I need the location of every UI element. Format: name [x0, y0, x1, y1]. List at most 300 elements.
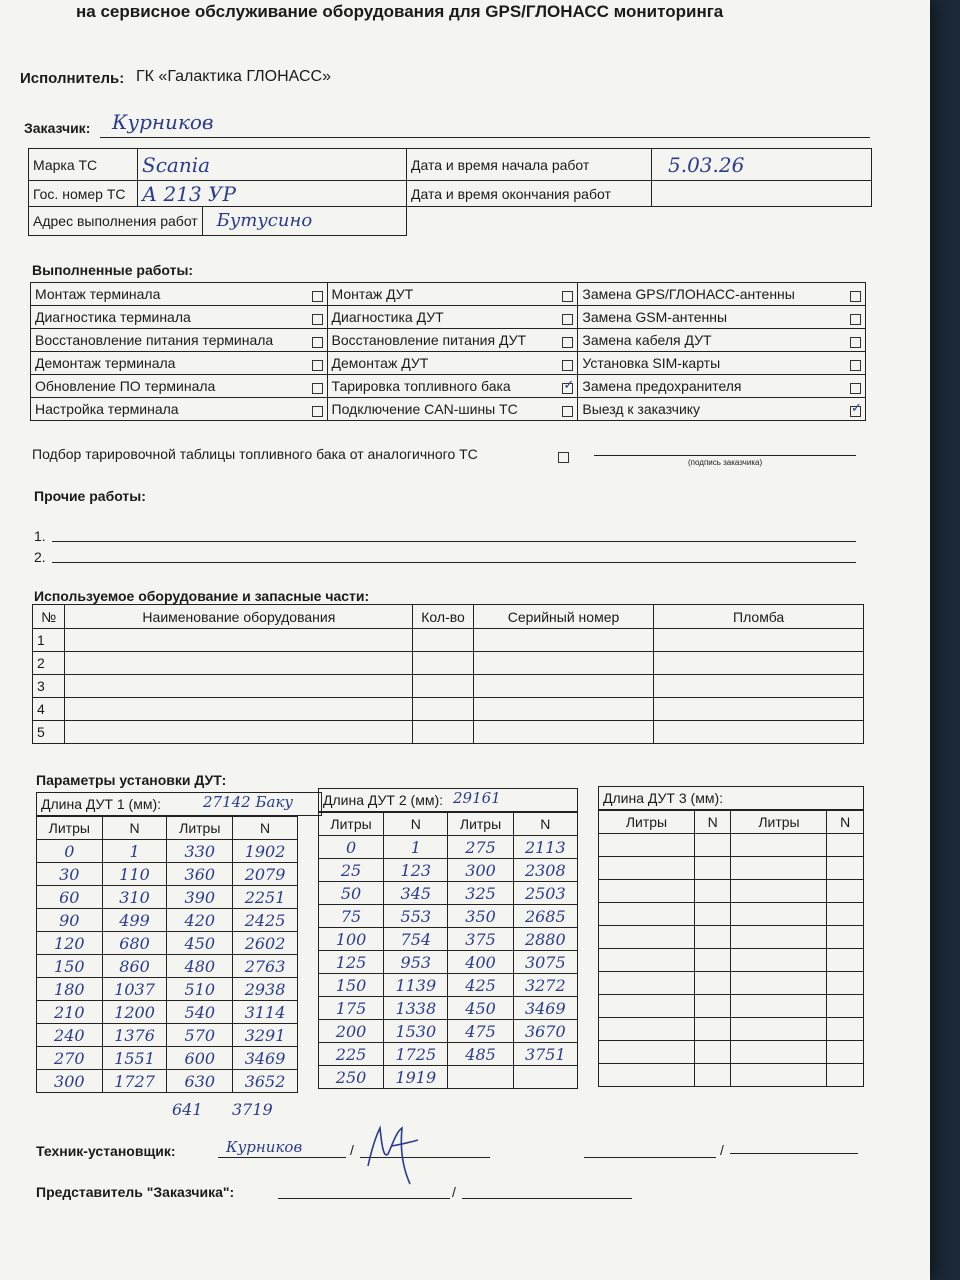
dut-cell[interactable]: 2113 [513, 836, 577, 859]
dut-row [599, 857, 864, 880]
dut-row [37, 1047, 298, 1070]
dut-row [37, 886, 298, 909]
dut-cell[interactable]: 100 [319, 928, 384, 951]
dut-cell[interactable]: 425 [448, 974, 513, 997]
equipment-cell[interactable] [654, 675, 864, 698]
dut-header: N [827, 811, 864, 834]
signature-caption: (подпись заказчика) [688, 458, 763, 467]
dut-cell[interactable] [731, 1041, 827, 1064]
dut-cell[interactable] [827, 834, 864, 857]
work-item-label: Установка SIM-карты [582, 355, 721, 371]
other-row-2-label: 2. [34, 549, 46, 565]
dut-row [37, 978, 298, 1001]
dut-cell[interactable] [827, 857, 864, 880]
vehicle-info-table [28, 148, 872, 236]
dut-cell[interactable] [694, 1041, 731, 1064]
dut-cell[interactable]: 1376 [102, 1024, 167, 1047]
dut-cell[interactable]: 1530 [384, 1020, 448, 1043]
dut-cell[interactable] [599, 1018, 695, 1041]
dut-cell[interactable]: 90 [37, 909, 103, 932]
work-item-checkbox[interactable] [562, 360, 573, 371]
work-item [327, 352, 578, 375]
equipment-cell[interactable] [413, 675, 473, 698]
dut-cell[interactable] [731, 926, 827, 949]
dut-cell[interactable]: 50 [319, 882, 384, 905]
work-item-checkbox[interactable] [850, 291, 861, 302]
works-title: Выполненные работы: [32, 262, 194, 278]
dut-cell[interactable]: 2503 [513, 882, 577, 905]
equipment-row-number: 4 [33, 698, 65, 721]
dut-cell[interactable] [827, 903, 864, 926]
dut-cell[interactable]: 475 [448, 1020, 513, 1043]
dut-cell[interactable] [827, 1064, 864, 1087]
dut-cell[interactable]: 860 [102, 955, 167, 978]
equipment-cell[interactable] [654, 629, 864, 652]
dut-cell[interactable]: 1 [102, 840, 167, 863]
brand-label: Марка ТС [29, 149, 138, 181]
customer-line [100, 137, 870, 138]
work-item-checkbox[interactable] [312, 383, 323, 394]
dut-cell[interactable] [731, 972, 827, 995]
work-item [31, 306, 328, 329]
work-item-label: Настройка терминала [35, 401, 179, 417]
work-item [327, 283, 578, 306]
work-item-label: Восстановление питания ДУТ [331, 332, 527, 348]
dut-cell[interactable] [694, 1064, 731, 1087]
equipment-cell[interactable] [473, 629, 653, 652]
work-item-checkbox[interactable] [312, 360, 323, 371]
equipment-row [33, 629, 864, 652]
start-value: 5.03.26 [652, 149, 872, 181]
equipment-cell[interactable] [473, 675, 653, 698]
dut-cell[interactable]: 2425 [233, 909, 298, 932]
dut-cell[interactable] [694, 1018, 731, 1041]
dut-cell[interactable]: 3291 [233, 1024, 298, 1047]
dut-cell[interactable]: 0 [319, 836, 384, 859]
dut-cell[interactable]: 125 [319, 951, 384, 974]
work-item-checkbox[interactable] [850, 406, 861, 417]
dut-cell[interactable]: 2880 [513, 928, 577, 951]
customer-label: Заказчик: [24, 120, 91, 136]
dut-cell[interactable] [827, 880, 864, 903]
dut-cell[interactable]: 2251 [233, 886, 298, 909]
dut-cell[interactable]: 1919 [384, 1066, 448, 1089]
dut-cell[interactable]: 300 [448, 859, 513, 882]
work-item [327, 398, 578, 421]
dut-cell[interactable] [599, 1064, 695, 1087]
dut-cell[interactable] [599, 1041, 695, 1064]
dut-cell[interactable]: 3075 [513, 951, 577, 974]
dut-cell[interactable] [694, 972, 731, 995]
dut-cell[interactable]: 240 [37, 1024, 103, 1047]
dut-cell[interactable]: 345 [384, 882, 448, 905]
work-item [578, 398, 866, 421]
dut-cell[interactable] [448, 1066, 513, 1089]
work-item-label: Тарировка топливного бака [331, 378, 511, 394]
dut3-table [598, 810, 864, 1087]
dut-cell[interactable]: 953 [384, 951, 448, 974]
equipment-cell[interactable] [473, 652, 653, 675]
dut-row [599, 1041, 864, 1064]
dut-cell[interactable]: 480 [167, 955, 233, 978]
dut-row [319, 951, 578, 974]
dut-row [37, 955, 298, 978]
dut-cell[interactable] [694, 857, 731, 880]
work-item-checkbox[interactable] [850, 337, 861, 348]
dut-cell[interactable] [731, 1064, 827, 1087]
dut-cell[interactable]: 1139 [384, 974, 448, 997]
dut-cell[interactable] [731, 1018, 827, 1041]
dut-cell[interactable]: 1 [384, 836, 448, 859]
equipment-table [32, 604, 864, 744]
dut-header: Литры [731, 811, 827, 834]
dut-cell[interactable]: 600 [167, 1047, 233, 1070]
brand-value: Scania [138, 149, 407, 181]
dut-cell[interactable]: 1725 [384, 1043, 448, 1066]
dut-row [599, 972, 864, 995]
tariff-label: Подбор тарировочной таблицы топливного бака от аналогичного ТС [32, 446, 478, 462]
dut-cell[interactable]: 450 [448, 997, 513, 1020]
equipment-cell[interactable] [473, 698, 653, 721]
dut-header: Литры [167, 817, 233, 840]
work-item-checkbox[interactable] [850, 360, 861, 371]
equipment-cell[interactable] [413, 698, 473, 721]
dut-cell[interactable]: 3652 [233, 1070, 298, 1093]
other-works-title: Прочие работы: [34, 488, 146, 504]
dut-cell[interactable]: 450 [167, 932, 233, 955]
equipment-title: Используемое оборудование и запасные части: [34, 588, 370, 604]
dut-header: Литры [448, 813, 513, 836]
work-order-sheet: на сервисное обслуживание оборудования для GPS/ГЛОНАСС мониторинга Исполнитель: ГК «Галактика ГЛОНАСС» Заказчик: Курников Марка ТС Scania Дата и время начала работ 5.03.26 Гос. номер ТС А 213 УР Дата и время окончания работ Адрес выполнения работ Бутусино Выполненные работы: Монтаж терминала Монтаж ДУТ Замена GPS/ГЛОНАСС-антенны Диагностика терминала Диагностика ДУТ Замена GSM-антенны Восстановление питания терминала Восстановление питания ДУТ Замена кабеля ДУТ Демонтаж терминала Демонтаж ДУТ Установка SIM-карты Обновление ПО терминала Тарировка топливного бака ✓ Замена предохранителя Настройка терминала Подключение CAN-шины ТС Выезд к заказчику ✓ Подбор тарировочной таблицы топливного бака от аналогичного ТС (подпись заказчика) Прочие работы: 1. 2. Используемое оборудование и запасные части: № Наименование оборудования Кол-во Серийный номер Пломба 1 2 3 4 5 Параметры установки ДУТ: Длина ДУТ 1 (мм): 27142 Баку Литры N Литры N 0 1 330 1902 30 110 360 2079 60 310 390 2251 90 499 420 2425 120 680 450 2602 150 860 480 2763 180 1037 510 2938 210 1200 540 3114 240 1376 570 3291 270 1551 600 3469 300 1727 630 3652 641 3719 Длина ДУТ 2 (мм): 29161 Литры N Литры N 0 1 275 2113 25 123 300 2308 50 345 325 2503 75 553 350 2685 100 754 375 2880 125 953 400 3075 150 1139 425 3272 175 1338 450 3469 200 1530 475 3670 225 1725 485 3751 250 1919 Длина ДУТ 3 (мм): Литры N Литры N Техник-установщик: Курников / / Представитель "Заказчика": / [0, 0, 930, 1280]
dut-row [319, 836, 578, 859]
dut-header: Литры [37, 817, 103, 840]
work-item [578, 329, 866, 352]
work-item [327, 306, 578, 329]
technician-name-line [218, 1157, 346, 1158]
dut-cell[interactable] [694, 995, 731, 1018]
dut-cell[interactable]: 120 [37, 932, 103, 955]
equipment-row [33, 675, 864, 698]
dut-cell[interactable]: 150 [319, 974, 384, 997]
page-title: на сервисное обслуживание оборудования для GPS/ГЛОНАСС мониторинга [76, 2, 724, 21]
dut-cell[interactable]: 110 [102, 863, 167, 886]
dut-cell[interactable]: 3469 [513, 997, 577, 1020]
dut-cell[interactable] [827, 926, 864, 949]
customer-rep-label: Представитель "Заказчика": [36, 1184, 235, 1200]
dut-cell[interactable] [731, 880, 827, 903]
other-row-2-line[interactable] [52, 562, 856, 563]
work-item [31, 352, 328, 375]
dut-header: N [513, 813, 577, 836]
dut-cell[interactable]: 630 [167, 1070, 233, 1093]
dut-cell[interactable] [694, 880, 731, 903]
dut-header: N [233, 817, 298, 840]
dut-cell[interactable]: 0 [37, 840, 103, 863]
dut-cell[interactable] [599, 926, 695, 949]
work-item-checkbox[interactable] [312, 406, 323, 417]
equipment-header: Кол-во [413, 605, 473, 629]
dut-cell[interactable]: 275 [448, 836, 513, 859]
dut-params-title: Параметры установки ДУТ: [36, 772, 227, 788]
dut-cell[interactable] [731, 949, 827, 972]
other-row-1-label: 1. [34, 528, 46, 544]
equipment-row-number: 5 [33, 721, 65, 744]
dut3-length-label: Длина ДУТ 3 (мм): [603, 790, 723, 806]
dut-cell[interactable] [599, 834, 695, 857]
dut-cell[interactable]: 1551 [102, 1047, 167, 1070]
dut-cell[interactable]: 680 [102, 932, 167, 955]
dut-cell[interactable] [827, 1041, 864, 1064]
dut-cell[interactable]: 310 [102, 886, 167, 909]
equipment-cell[interactable] [654, 652, 864, 675]
dut-row [599, 880, 864, 903]
work-item-label: Выезд к заказчику [582, 401, 701, 417]
technician-label: Техник-установщик: [36, 1143, 176, 1159]
dut-cell[interactable] [599, 857, 695, 880]
dut1-length-label: Длина ДУТ 1 (мм): [41, 796, 161, 812]
customer-value: Курников [112, 110, 214, 134]
end-value [652, 181, 872, 207]
equipment-cell[interactable] [65, 698, 413, 721]
dut3-block [598, 786, 864, 1087]
tariff-checkbox[interactable] [558, 452, 569, 463]
dut-cell[interactable] [694, 949, 731, 972]
dut-cell[interactable] [513, 1066, 577, 1089]
dut-cell[interactable]: 485 [448, 1043, 513, 1066]
equipment-cell[interactable] [413, 652, 473, 675]
equipment-header: № [33, 605, 65, 629]
dut-header: N [694, 811, 731, 834]
equipment-cell[interactable] [65, 652, 413, 675]
address-cell: Адрес выполнения работ Бутусино [29, 207, 407, 236]
work-item [31, 329, 328, 352]
work-item-checkbox[interactable] [562, 291, 573, 302]
dut-cell[interactable]: 3114 [233, 1001, 298, 1024]
dut-cell[interactable]: 180 [37, 978, 103, 1001]
work-item-checkbox[interactable] [562, 337, 573, 348]
dut-cell[interactable] [694, 903, 731, 926]
dut-cell[interactable]: 1037 [102, 978, 167, 1001]
dut-cell[interactable]: 2938 [233, 978, 298, 1001]
dut-row [599, 949, 864, 972]
work-item-label: Подключение CAN-шины ТС [331, 401, 518, 417]
work-item-checkbox[interactable] [850, 314, 861, 325]
dut-cell[interactable]: 420 [167, 909, 233, 932]
dut-row [599, 995, 864, 1018]
work-item [31, 375, 328, 398]
dut-row [319, 1066, 578, 1089]
work-item-checkbox[interactable] [562, 406, 573, 417]
equipment-cell[interactable] [65, 629, 413, 652]
dut-cell[interactable] [731, 834, 827, 857]
equipment-row [33, 698, 864, 721]
dut-row [599, 926, 864, 949]
dut-cell[interactable] [599, 903, 695, 926]
dut-cell[interactable]: 360 [167, 863, 233, 886]
dut-row [37, 840, 298, 863]
dut-cell[interactable]: 1902 [233, 840, 298, 863]
work-item-label: Обновление ПО терминала [35, 378, 216, 394]
dut-cell[interactable]: 270 [37, 1047, 103, 1070]
dut-cell[interactable]: 250 [319, 1066, 384, 1089]
dut-cell[interactable]: 3670 [513, 1020, 577, 1043]
equipment-cell[interactable] [65, 721, 413, 744]
dut-cell[interactable] [694, 926, 731, 949]
dut-row [319, 928, 578, 951]
work-item [327, 375, 578, 398]
work-item [327, 329, 578, 352]
dut-cell[interactable]: 3469 [233, 1047, 298, 1070]
dut-cell[interactable] [827, 1018, 864, 1041]
dut-cell[interactable] [694, 834, 731, 857]
dut-row [319, 905, 578, 928]
equipment-row-number: 3 [33, 675, 65, 698]
dut-cell[interactable] [731, 857, 827, 880]
other-row-1-line[interactable] [52, 541, 856, 542]
dut-cell[interactable]: 3751 [513, 1043, 577, 1066]
work-item-label: Монтаж ДУТ [331, 286, 414, 302]
dut-cell[interactable]: 553 [384, 905, 448, 928]
equipment-header: Наименование оборудования [65, 605, 413, 629]
work-item-label: Демонтаж терминала [35, 355, 176, 371]
dut-row [37, 1024, 298, 1047]
plate-label: Гос. номер ТС [29, 181, 138, 207]
equipment-cell[interactable] [65, 675, 413, 698]
work-item-label: Замена GPS/ГЛОНАСС-антенны [582, 286, 795, 302]
dut-cell[interactable] [827, 972, 864, 995]
dut2-length-label: Длина ДУТ 2 (мм): [323, 792, 443, 808]
dut-cell[interactable]: 300 [37, 1070, 103, 1093]
equipment-header: Серийный номер [473, 605, 653, 629]
dut-cell[interactable]: 2308 [513, 859, 577, 882]
technician-signature [362, 1118, 422, 1188]
equipment-cell[interactable] [473, 721, 653, 744]
dut-cell[interactable]: 1200 [102, 1001, 167, 1024]
dut-cell[interactable]: 30 [37, 863, 103, 886]
dut-cell[interactable]: 510 [167, 978, 233, 1001]
dut-row [319, 859, 578, 882]
dut-cell[interactable]: 210 [37, 1001, 103, 1024]
dut-row [37, 1001, 298, 1024]
dut-cell[interactable]: 2602 [233, 932, 298, 955]
work-item-label: Восстановление питания терминала [35, 332, 274, 348]
work-item [578, 375, 866, 398]
dut-cell[interactable] [599, 995, 695, 1018]
equipment-cell[interactable] [654, 698, 864, 721]
dut-cell[interactable]: 2685 [513, 905, 577, 928]
dut-header: N [102, 817, 167, 840]
dut-cell[interactable] [731, 995, 827, 1018]
dut-cell[interactable] [599, 972, 695, 995]
work-item [578, 283, 866, 306]
equipment-header: Пломба [654, 605, 864, 629]
dut-cell[interactable]: 350 [448, 905, 513, 928]
work-item [31, 398, 328, 421]
dut-row [37, 909, 298, 932]
plate-value: А 213 УР [138, 181, 407, 207]
dut2-table [318, 812, 578, 1089]
work-item [31, 283, 328, 306]
dut-cell[interactable] [731, 903, 827, 926]
dut2-length-value: 29161 [453, 789, 501, 807]
equipment-row-number: 1 [33, 629, 65, 652]
dut-cell[interactable]: 570 [167, 1024, 233, 1047]
dut-header: Литры [319, 813, 384, 836]
end-label: Дата и время окончания работ [407, 181, 652, 207]
start-label: Дата и время начала работ [407, 149, 652, 181]
dut-cell[interactable]: 390 [167, 886, 233, 909]
dut-header: N [384, 813, 448, 836]
work-item-checkbox[interactable] [850, 383, 861, 394]
dut-cell[interactable]: 225 [319, 1043, 384, 1066]
work-item-label: Демонтаж ДУТ [331, 355, 429, 371]
dut-cell[interactable]: 123 [384, 859, 448, 882]
dut-cell[interactable]: 25 [319, 859, 384, 882]
dut-cell[interactable] [599, 949, 695, 972]
work-item-checkbox[interactable] [562, 314, 573, 325]
dut1-extra-n: 3719 [232, 1100, 273, 1119]
dut-cell[interactable]: 330 [167, 840, 233, 863]
dut-cell[interactable]: 1338 [384, 997, 448, 1020]
dut-row [319, 882, 578, 905]
dut-row [599, 834, 864, 857]
dut-cell[interactable] [827, 949, 864, 972]
dut-cell[interactable]: 1727 [102, 1070, 167, 1093]
work-item-label: Диагностика терминала [35, 309, 191, 325]
dut-cell[interactable]: 540 [167, 1001, 233, 1024]
dut-cell[interactable]: 2763 [233, 955, 298, 978]
work-item-label: Замена GSM-антенны [582, 309, 728, 325]
dut-cell[interactable] [827, 995, 864, 1018]
dut-row [599, 1064, 864, 1087]
address-value: Бутусино [216, 210, 313, 231]
work-item-label: Замена предохранителя [582, 378, 742, 394]
dut1-length-value: 27142 Баку [203, 793, 294, 811]
dut-cell[interactable]: 754 [384, 928, 448, 951]
dut-cell[interactable]: 375 [448, 928, 513, 951]
work-item-checkbox[interactable] [312, 291, 323, 302]
work-item-checkbox[interactable] [562, 383, 573, 394]
dut2-block [318, 788, 578, 1089]
work-item-checkbox[interactable] [312, 314, 323, 325]
dut-row [319, 997, 578, 1020]
dut-cell[interactable]: 325 [448, 882, 513, 905]
customer-signature-line [594, 455, 856, 456]
dut-cell[interactable]: 499 [102, 909, 167, 932]
work-item-checkbox[interactable] [312, 337, 323, 348]
dut-row [319, 1020, 578, 1043]
dut-row [599, 1018, 864, 1041]
equipment-cell[interactable] [413, 721, 473, 744]
dut-row [319, 1043, 578, 1066]
equipment-cell[interactable] [654, 721, 864, 744]
executor-label: Исполнитель: [20, 70, 125, 87]
technician-name: Курников [226, 1138, 303, 1156]
dut-cell[interactable]: 400 [448, 951, 513, 974]
dut-cell[interactable]: 175 [319, 997, 384, 1020]
equipment-cell[interactable] [413, 629, 473, 652]
dut-cell[interactable]: 200 [319, 1020, 384, 1043]
dut-cell[interactable]: 60 [37, 886, 103, 909]
equipment-row [33, 652, 864, 675]
work-item [578, 352, 866, 375]
dut1-extra-liters: 641 [172, 1100, 203, 1119]
dut-cell[interactable]: 2079 [233, 863, 298, 886]
dut-cell[interactable]: 75 [319, 905, 384, 928]
dut-cell[interactable]: 150 [37, 955, 103, 978]
dut-cell[interactable] [599, 880, 695, 903]
dut-cell[interactable]: 3272 [513, 974, 577, 997]
